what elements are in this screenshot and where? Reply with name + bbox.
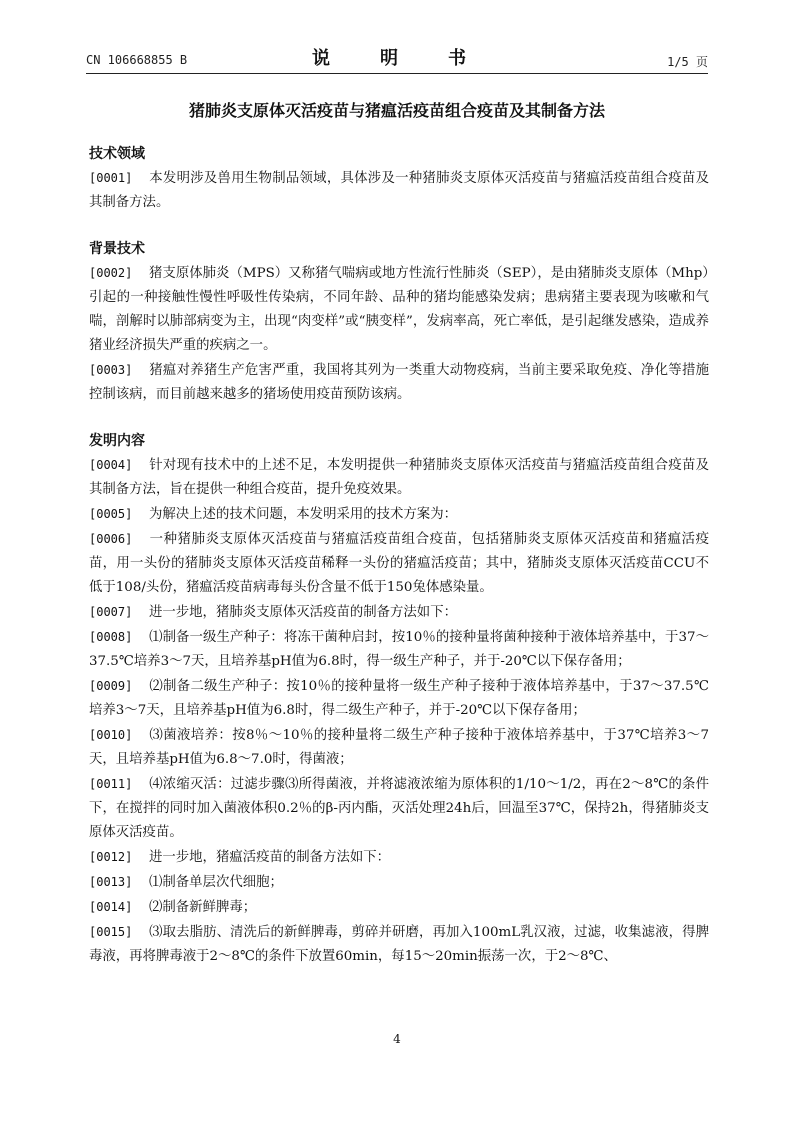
paragraph-number: [0010] (89, 728, 133, 742)
section-heading: 发明内容 (89, 433, 145, 449)
paragraph-number: [0004] (89, 458, 133, 472)
paragraph-number: [0002] (89, 266, 133, 280)
paragraph-text: 针对现有技术中的上述不足，本发明提供一种猪肺炎支原体灭活疫苗与猪瘟活疫苗组合疫苗及其制备方法，旨在提供一种组合疫苗，提升免疫效果。 (89, 458, 709, 497)
paragraph (89, 527, 709, 600)
paragraph-number: [0008] (89, 630, 133, 644)
page-number: 4 (393, 1032, 401, 1046)
paragraph-text: ⑵制备二级生产种子：按10％的接种量将一级生产种子接种于液体培养基中，于37～37.5℃培养3～7天，且培养基pH值为6.8时，得二级生产种子，并于-20℃以下保存备用； (89, 679, 709, 718)
paragraph-number: [0007] (89, 605, 133, 619)
page-info: 1/5 页 (667, 55, 708, 69)
paragraph-number: [0003] (89, 363, 133, 377)
paragraph (89, 723, 709, 772)
header-rule (86, 73, 708, 74)
section-heading: 技术领域 (89, 146, 145, 162)
paragraph (89, 453, 709, 502)
paragraph-text: 进一步地，猪瘟活疫苗的制备方法如下： (149, 850, 391, 865)
paragraph-number: [0015] (89, 925, 133, 939)
paragraph-number: [0009] (89, 679, 133, 693)
paragraph (89, 870, 709, 895)
paragraph-text: 猪支原体肺炎（MPS）又称猪气喘病或地方性流行性肺炎（SEP），是由猪肺炎支原体（Mhp）引起的一种接触性慢性呼吸性传染病，不同年龄、品种的猪均能感染发病；患病猪主要表现为咳嗽和气喘，剖解时以肺部病变为主，出现“肉变样”或“胰变样”，发病率高，死亡率低，是引起继发感染，造成养猪业经济损失严重的疾病之一。 (89, 266, 709, 353)
paragraph-text: ⑶取去脂肪、清洗后的新鲜脾毒，剪碎并研磨，再加入100mL乳汉液，过滤，收集滤液，得脾毒液，再将脾毒液于2～8℃的条件下放置60min，每15～20min振荡一次，于2～8℃、 (89, 925, 709, 964)
paragraph-number: [0011] (89, 777, 133, 791)
paragraph-text: 为解决上述的技术问题，本发明采用的技术方案为： (149, 507, 457, 522)
paragraph-number: [0001] (89, 171, 133, 185)
paragraph-number: [0006] (89, 532, 133, 546)
paragraph (89, 625, 709, 674)
paragraph-text: ⑵制备新鲜脾毒； (149, 900, 257, 915)
patent-number: CN 106668855 B (86, 53, 188, 67)
paragraph (89, 166, 709, 215)
paragraph (89, 772, 709, 845)
paragraph (89, 674, 709, 723)
section-heading: 背景技术 (89, 241, 145, 257)
paragraph (89, 358, 709, 407)
paragraph-number: [0014] (89, 900, 133, 914)
document-title: 猪肺炎支原体灭活疫苗与猪瘟活疫苗组合疫苗及其制备方法 (188, 101, 605, 120)
paragraph (89, 600, 709, 625)
paragraph (89, 895, 709, 920)
paragraph-number: [0012] (89, 850, 133, 864)
paragraph (89, 845, 709, 870)
paragraph-text: ⑴制备单层次代细胞； (149, 875, 283, 890)
paragraph (89, 261, 709, 358)
paragraph (89, 502, 709, 527)
paragraph-number: [0013] (89, 875, 133, 889)
paragraph-text: 进一步地，猪肺炎支原体灭活疫苗的制备方法如下： (149, 605, 457, 620)
paragraph (89, 920, 709, 969)
paragraph-text: ⑴制备一级生产种子：将冻干菌种启封，按10％的接种量将菌种接种于液体培养基中，于37～37.5℃培养3～7天，且培养基pH值为6.8时，得一级生产种子，并于-20℃以下保存备用； (89, 630, 709, 669)
document-body (89, 142, 709, 969)
paragraph-number: [0005] (89, 507, 133, 521)
paragraph-text: ⑶菌液培养：按8％～10％的接种量将二级生产种子接种于液体培养基中，于37℃培养3～7天，且培养基pH值为6.8～7.0时，得菌液； (89, 728, 709, 767)
paragraph-text: 一种猪肺炎支原体灭活疫苗与猪瘟活疫苗组合疫苗，包括猪肺炎支原体灭活疫苗和猪瘟活疫苗，用一头份的猪肺炎支原体灭活疫苗稀释一头份的猪瘟活疫苗；其中，猪肺炎支原体灭活疫苗CCU不低于108/头份，猪瘟活疫苗病毒每头份含量不低于150兔体感染量。 (89, 532, 709, 595)
paragraph-text: 本发明涉及兽用生物制品领域，具体涉及一种猪肺炎支原体灭活疫苗与猪瘟活疫苗组合疫苗及其制备方法。 (89, 171, 709, 210)
document-type: 说 明 书 (312, 48, 482, 69)
paragraph-text: 猪瘟对养猪生产危害严重，我国将其列为一类重大动物疫病，当前主要采取免疫、净化等措施控制该病，而目前越来越多的猪场使用疫苗预防该病。 (89, 363, 709, 402)
paragraph-text: ⑷浓缩灭活：过滤步骤⑶所得菌液，并将滤液浓缩为原体积的1/10～1/2，再在2～8℃的条件下，在搅拌的同时加入菌液体积0.2％的β-丙内酯，灭活处理24h后，回温至37℃，保持2h，得猪肺炎支原体灭活疫苗。 (89, 777, 709, 840)
